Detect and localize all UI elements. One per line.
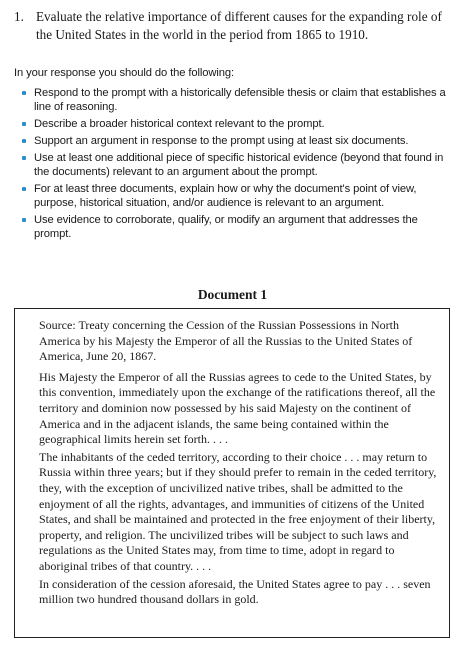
instructions: [14, 66, 454, 244]
bullet-icon: [22, 91, 26, 95]
question-text: Evaluate the relative importance of different causes for the expanding role of the United States in the world in the period from 1865 to 1910.: [36, 9, 442, 42]
instruction-text: Describe a broader historical context relevant to the prompt.: [34, 118, 325, 130]
instruction-item: [14, 117, 454, 131]
instruction-item: [14, 182, 454, 210]
bullet-icon: [22, 139, 26, 143]
question: [14, 8, 454, 44]
document-source: Source: Treaty concerning the Cession of the Russian Possessions in North America by his Majesty the Emperor of all the Russias to the United States of America, June 20, 1867.: [39, 318, 413, 364]
instruction-text: Use evidence to corroborate, qualify, or modify an argument that addresses the prompt.: [34, 214, 418, 240]
document-box: [14, 308, 450, 638]
instruction-item: [14, 151, 454, 179]
document-paragraph: In consideration of the cession aforesaid, the United States agree to pay . . . seven million two hundred thousand dollars in gold.: [39, 576, 431, 607]
instruction-item: [14, 134, 454, 148]
bullet-icon: [22, 187, 26, 191]
instruction-item: [14, 86, 454, 114]
document-paragraph: His Majesty the Emperor of all the Russias agrees to cede to the United States, by this convention, immediately upon the exchange of the ratifications thereof, all the territory and dominion now possessed by his said Majesty on the continent of America and in the adjacent islands, the same being contained within the geographical limits herein set forth. . . .: [39, 369, 436, 447]
instructions-heading: In your response you should do the following:: [14, 67, 235, 79]
instruction-item: [14, 213, 454, 241]
document-paragraph: The inhabitants of the ceded territory, according to their choice . . . may return to Russia within three years; but if they should prefer to remain in the ceded territory, they, with the exception of uncivilized native tribes, shall be admitted to the enjoyment of all the rights, advantages, and immunities of citizens of the United States, and shall be maintained and protected in the free enjoyment of their liberty, property, and religion. The uncivilized tribes will be subject to such laws and regulations as the United States may, from time to time, adopt in regard to aboriginal tribes of that country. . . .: [39, 449, 437, 573]
instruction-text: Support an argument in response to the prompt using at least six documents.: [34, 135, 409, 147]
instructions-list: [14, 86, 454, 241]
document-title: Document 1: [197, 287, 268, 302]
bullet-icon: [22, 218, 26, 222]
instruction-text: Use at least one additional piece of specific historical evidence (beyond that found in the documents) relevant to an argument about the prompt.: [34, 152, 444, 178]
bullet-icon: [22, 122, 26, 126]
instruction-text: Respond to the prompt with a historically defensible thesis or claim that establishes a line of reasoning.: [34, 87, 446, 113]
bullet-icon: [22, 156, 26, 160]
instruction-text: For at least three documents, explain how or why the document's point of view, purpose, historical situation, and/or audience is relevant to an argument.: [34, 183, 417, 209]
question-number: 1.: [14, 9, 24, 24]
